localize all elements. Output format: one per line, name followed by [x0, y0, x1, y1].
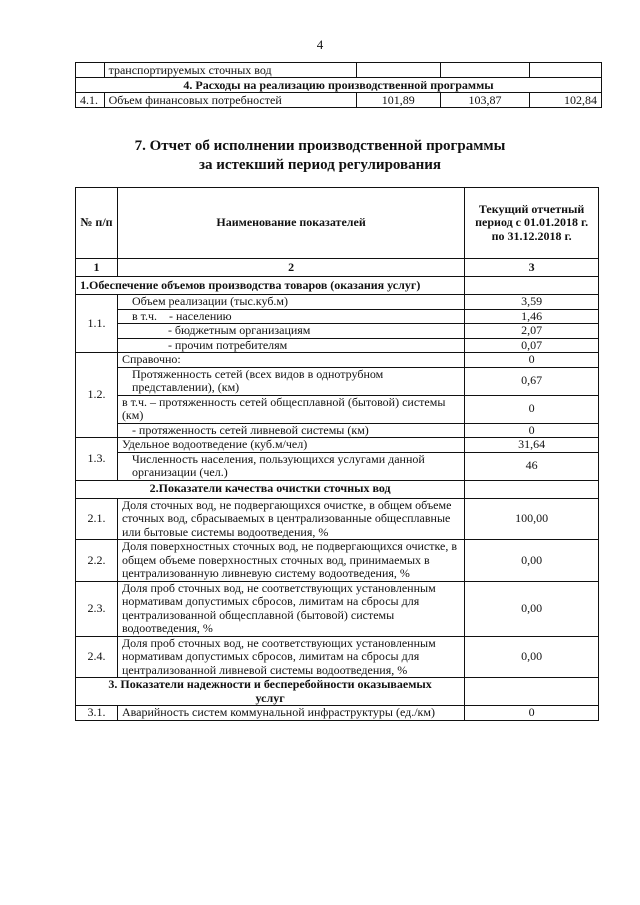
- header-cell: Наименование показателей: [117, 188, 464, 259]
- header-cell: № п/п: [76, 188, 118, 259]
- section-header: 1.Обеспечение объемов производства товаров (оказания услуг): [76, 277, 465, 295]
- table-row: [76, 452, 599, 480]
- header-cell: Текущий отчетный период с 01.01.2018 г. по 31.12.2018 г.: [465, 188, 599, 259]
- table-row: [76, 78, 602, 93]
- table-cell: Доля сточных вод, не подвергающихся очистке, в общем объеме сточных вод, сбрасываемых в централизованные общесплавные или бытовые системы водоотведения, %: [117, 498, 464, 540]
- row-number: 2.3.: [76, 581, 118, 636]
- table-cell: Протяженность сетей (всех видов в однотрубном представлении), (км): [117, 367, 464, 395]
- section-row: [76, 277, 599, 295]
- column-number: 1: [76, 259, 118, 277]
- section-row: [76, 480, 599, 498]
- table-cell: 31,64: [465, 438, 599, 453]
- table-cell: 0,07: [465, 338, 599, 353]
- table-cell: - прочим потребителям: [117, 338, 464, 353]
- table-header-row: [76, 188, 599, 259]
- table-cell: 1,46: [465, 309, 599, 324]
- table-cell: 46: [465, 452, 599, 480]
- table-row: [76, 706, 599, 721]
- table-row: [76, 367, 599, 395]
- table-cell: 0,00: [465, 540, 599, 582]
- section-header: 4. Расходы на реализацию производственной программы: [76, 78, 602, 93]
- table-cell: Доля проб сточных вод, не соответствующих установленным нормативам допустимых сбросов, лимитам на сбросы для централизованной ливневой системы водоотведения, %: [117, 636, 464, 678]
- title-line: 7. Отчет об исполнении производственной программы: [134, 138, 506, 154]
- table-row: [76, 423, 599, 438]
- table-row: [76, 324, 599, 339]
- section-header: 3. Показатели надежности и бесперебойности оказываемых услуг: [76, 678, 465, 706]
- table-cell: Объем финансовых потребностей: [104, 93, 356, 108]
- table-cell: Справочно:: [117, 353, 464, 368]
- table-row: [76, 498, 599, 540]
- table-cell: транспортируемых сточных вод: [104, 63, 356, 78]
- row-number: 3.1.: [76, 706, 118, 721]
- table-cell: 0,00: [465, 636, 599, 678]
- table-cell: Доля поверхностных сточных вод, не подвергающихся очистке, в общем объеме поверхностных сточных вод, принимаемых в централизованную ливневую систему водоотведения, %: [117, 540, 464, 582]
- row-number: 1.2.: [76, 353, 118, 438]
- row-number: 2.4.: [76, 636, 118, 678]
- table-cell: Численность населения, пользующихся услугами данной организации (чел.): [117, 452, 464, 480]
- table-row: [76, 395, 599, 423]
- row-number: 2.2.: [76, 540, 118, 582]
- table-cell: 2,07: [465, 324, 599, 339]
- table-cell: Удельное водоотведение (куб.м/чел): [117, 438, 464, 453]
- column-number-row: [76, 259, 599, 277]
- table-cell: 103,87: [440, 93, 530, 108]
- section-row: [76, 678, 599, 706]
- table-cell: 100,00: [465, 498, 599, 540]
- table-cell: 0: [465, 423, 599, 438]
- row-number: 4.1.: [76, 93, 105, 108]
- row-number: 1.3.: [76, 438, 118, 481]
- table-cell: 3,59: [465, 295, 599, 310]
- table-cell: 101,89: [356, 93, 440, 108]
- table-cell: в т.ч. - населению: [117, 309, 464, 324]
- table-row: [76, 309, 599, 324]
- top-table: [75, 62, 602, 108]
- title-line: за истекший период регулирования: [198, 157, 442, 173]
- table-row: [76, 93, 602, 108]
- table-cell: Объем реализации (тыс.куб.м): [117, 295, 464, 310]
- report-table: [75, 187, 599, 721]
- page-title: [0, 137, 640, 175]
- section-header: 2.Показатели качества очистки сточных вод: [76, 480, 465, 498]
- table-cell: 102,84: [530, 93, 602, 108]
- table-cell: 0,00: [465, 581, 599, 636]
- table-row: [76, 353, 599, 368]
- table-row: [76, 636, 599, 678]
- table-cell: 0: [465, 706, 599, 721]
- column-number: 2: [117, 259, 464, 277]
- table-row: [76, 438, 599, 453]
- table-cell: 0,67: [465, 367, 599, 395]
- table-row: [76, 338, 599, 353]
- table-cell: Доля проб сточных вод, не соответствующих установленным нормативам допустимых сбросов, лимитам на сбросы для централизованной общесплавной (бытовой) системы водоотведения, %: [117, 581, 464, 636]
- table-cell: 0: [465, 395, 599, 423]
- table-row: [76, 295, 599, 310]
- table-row: [76, 581, 599, 636]
- page-number: 4: [316, 37, 324, 52]
- row-number: 2.1.: [76, 498, 118, 540]
- table-cell: в т.ч. – протяженность сетей общесплавной (бытовой) системы (км): [117, 395, 464, 423]
- table-cell: - протяженность сетей ливневой системы (км): [117, 423, 464, 438]
- row-number: 1.1.: [76, 295, 118, 353]
- column-number: 3: [465, 259, 599, 277]
- table-cell: - бюджетным организациям: [117, 324, 464, 339]
- table-row: [76, 540, 599, 582]
- table-cell: 0: [465, 353, 599, 368]
- table-cell: Аварийность систем коммунальной инфраструктуры (ед./км): [117, 706, 464, 721]
- table-row: [76, 63, 602, 78]
